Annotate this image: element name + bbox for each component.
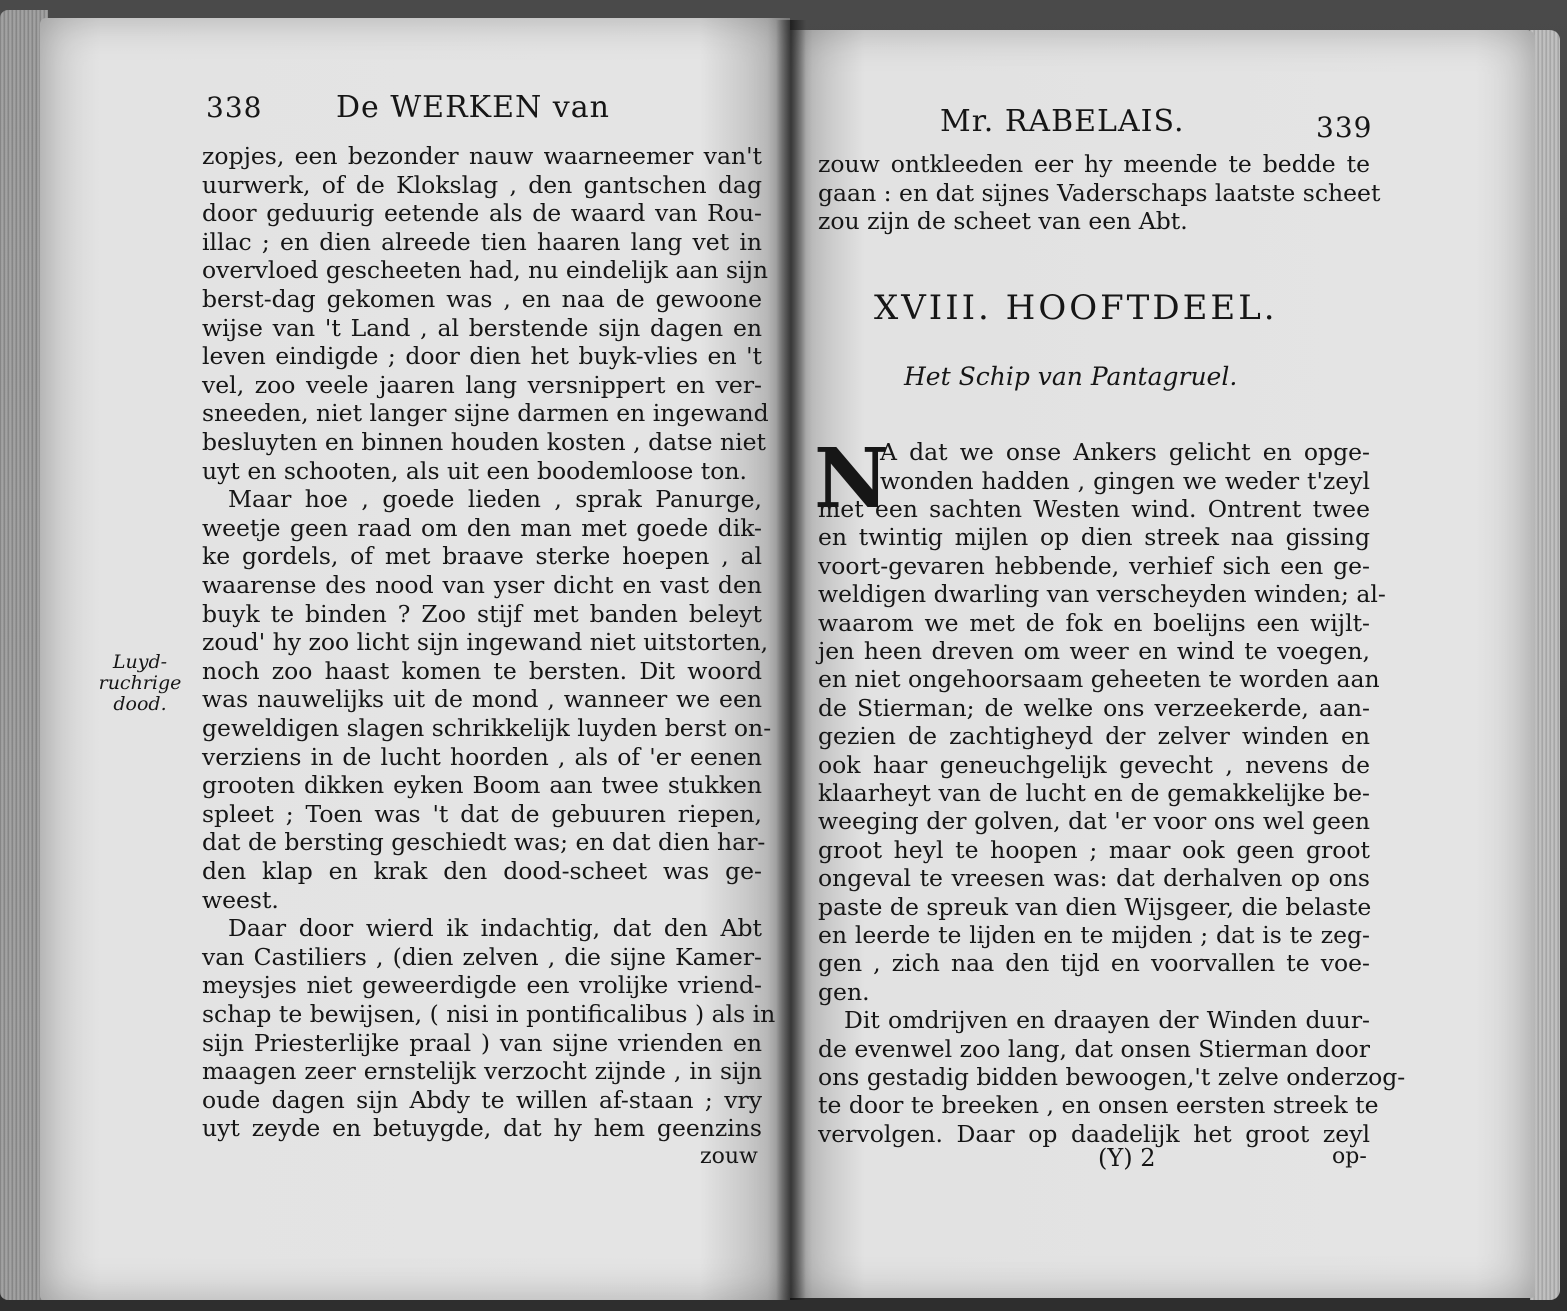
text-line: uurwerk, of de Klokslag , den gantschen dag <box>202 170 762 199</box>
text-line: ke gordels, of met braave sterke hoepen , al <box>202 542 762 571</box>
left-page-number: 338 <box>206 91 263 124</box>
text-line: buyk te binden ? Zoo stijf met banden beleyt <box>202 599 762 628</box>
text-line: gen. <box>818 977 870 1006</box>
drop-cap: N <box>814 431 889 527</box>
signature-mark: (Y) 2 <box>1098 1144 1156 1172</box>
text-line: Daar door wierd ik indachtig, dat den Abt <box>228 914 762 943</box>
text-line: spleet ; Toen was 't dat de gebuuren riepen, <box>202 799 762 828</box>
text-line: wonden hadden , gingen we weder t'zeyl <box>880 466 1370 495</box>
text-line: meysjes niet geweerdigde een vrolijke vriend- <box>202 971 762 1000</box>
text-line: A dat we onse Ankers gelicht en opge- <box>880 438 1370 466</box>
text-line: schap te bewijsen, ( nisi in pontificalibus ) als in <box>202 1000 776 1028</box>
text-line: van Castiliers , (dien zelven , die sijne Kamer- <box>202 942 762 971</box>
text-line: met een sachten Westen wind. Ontrent twee <box>818 495 1370 523</box>
text-line: vel, zoo veele jaaren lang versnippert en ver- <box>202 370 762 399</box>
text-line: vervolgen. Daar op daadelijk het groot zeyl <box>818 1119 1370 1148</box>
text-line: oude dagen sijn Abdy te willen af-staan ; vry <box>202 1085 762 1114</box>
right-catchword: op- <box>1332 1144 1367 1169</box>
text-line: Maar hoe , goede lieden , sprak Panurge, <box>228 485 762 514</box>
text-line: voort-gevaren hebbende, verhief sich een ge- <box>818 551 1370 580</box>
text-line: besluyten en binnen houden kosten , datse niet <box>202 428 766 456</box>
text-line: groot heyl te hoopen ; maar ook geen groot <box>818 835 1370 864</box>
text-line: dat de bersting geschiedt was; en dat dien har- <box>202 828 766 857</box>
text-line: paste de spreuk van dien Wijsgeer, die belaste <box>818 892 1372 921</box>
text-line: zou zijn de scheet van een Abt. <box>818 207 1188 235</box>
text-line: gaan : en dat sijnes Vaderschaps laatste scheet <box>818 178 1381 207</box>
chapter-title: XVIII. HOOFTDEEL. <box>874 288 1278 328</box>
text-line: weest. <box>202 885 279 914</box>
text-line: Dit omdrijven en draayen der Winden duur- <box>844 1006 1370 1035</box>
text-line: illac ; en dien alreede tien haaren lang vet in <box>202 227 762 256</box>
text-line: ook haar geneuchgelijk gevecht , nevens de <box>818 750 1370 779</box>
text-line: door geduurig eetende als de waard van Rou- <box>202 199 762 228</box>
text-line: weldigen dwarling van verscheyden winden; al- <box>818 580 1386 609</box>
text-line: zouw ontkleeden eer hy meende te bedde te <box>818 150 1370 178</box>
text-line: gezien de zachtigheyd der zelver winden en <box>818 722 1370 751</box>
text-line: en niet ongehoorsaam geheeten te worden aan <box>818 665 1380 694</box>
text-line: geweldigen slagen schrikkelijk luyden berst on- <box>202 714 772 742</box>
text-line: jen heen dreven om weer en wind te voegen, <box>818 637 1370 665</box>
text-line: uyt en schooten, als uit een boodemloose ton. <box>202 456 747 485</box>
text-line: zopjes, een bezonder nauw waarneemer van't <box>202 142 762 170</box>
text-line: wijse van 't Land , al berstende sijn dagen en <box>202 313 762 342</box>
text-line: te door te breeken , en onsen eersten streek te <box>818 1091 1379 1120</box>
text-line: de evenwel zoo lang, dat onsen Stierman door <box>818 1034 1370 1063</box>
text-line: den klap en krak den dood-scheet was ge- <box>202 857 762 885</box>
text-line: overvloed gescheeten had, nu eindelijk aan sijn <box>202 256 769 285</box>
text-line: noch zoo haast komen te bersten. Dit woord <box>202 656 762 685</box>
text-line: ons gestadig bidden bewoogen,'t zelve onderzog- <box>818 1063 1406 1091</box>
text-line: was nauwelijks uit de mond , wanneer we een <box>202 685 762 714</box>
text-line: sijn Priesterlijke praal ) van sijne vrienden en <box>202 1028 762 1057</box>
text-line: klaarheyt van de lucht en de gemakkelijke be- <box>818 779 1370 807</box>
right-page-number: 339 <box>1316 111 1373 144</box>
text-line: uyt zeyde en betuygde, dat hy hem geenzins <box>202 1114 762 1143</box>
book-gutter <box>776 20 806 1300</box>
right-page <box>790 30 1535 1298</box>
text-line: gen , zich naa den tijd en voorvallen te voe- <box>818 949 1370 978</box>
right-running-head: Mr. RABELAIS. <box>940 104 1185 139</box>
text-line: waarom we met de fok en boelijns een wijlt- <box>818 608 1370 637</box>
left-catchword: zouw <box>700 1144 758 1169</box>
text-line: waarense des nood van yser dicht en vast den <box>202 571 762 599</box>
text-line: verziens in de lucht hoorden , als of 'er eenen <box>202 742 762 771</box>
text-line: ongeval te vreesen was: dat derhalven op ons <box>818 864 1370 893</box>
text-line: weetje geen raad om den man met goede dik- <box>202 513 762 542</box>
text-line: weeging der golven, dat 'er voor ons wel geen <box>818 807 1370 836</box>
left-page <box>40 18 790 1300</box>
margin-note-line: Luyd- <box>112 651 168 673</box>
text-line: maagen zeer ernstelijk verzocht zijnde , in sijn <box>202 1057 762 1086</box>
text-line: zoud' hy zoo licht sijn ingewand niet uitstorten, <box>202 628 769 657</box>
text-line: en leerde te lijden en te mijden ; dat is te zeg- <box>818 921 1370 949</box>
text-line: sneeden, niet langer sijne darmen en ingewand <box>202 399 769 428</box>
left-running-head: De WERKEN van <box>336 90 610 125</box>
margin-note <box>98 652 182 715</box>
text-line: berst-dag gekomen was , en naa de gewoone <box>202 285 762 313</box>
chapter-subtitle: Het Schip van Pantagruel. <box>904 362 1238 391</box>
text-line: en twintig mijlen op dien streek naa gissing <box>818 523 1370 552</box>
text-line: de Stierman; de welke ons verzeekerde, aan- <box>818 693 1370 722</box>
text-line: grooten dikken eyken Boom aan twee stukken <box>202 771 762 800</box>
margin-note-line: ruchrige <box>98 672 182 694</box>
margin-note-line: dood. <box>113 693 167 715</box>
text-line: leven eindigde ; door dien het buyk-vlies en 't <box>202 342 762 371</box>
